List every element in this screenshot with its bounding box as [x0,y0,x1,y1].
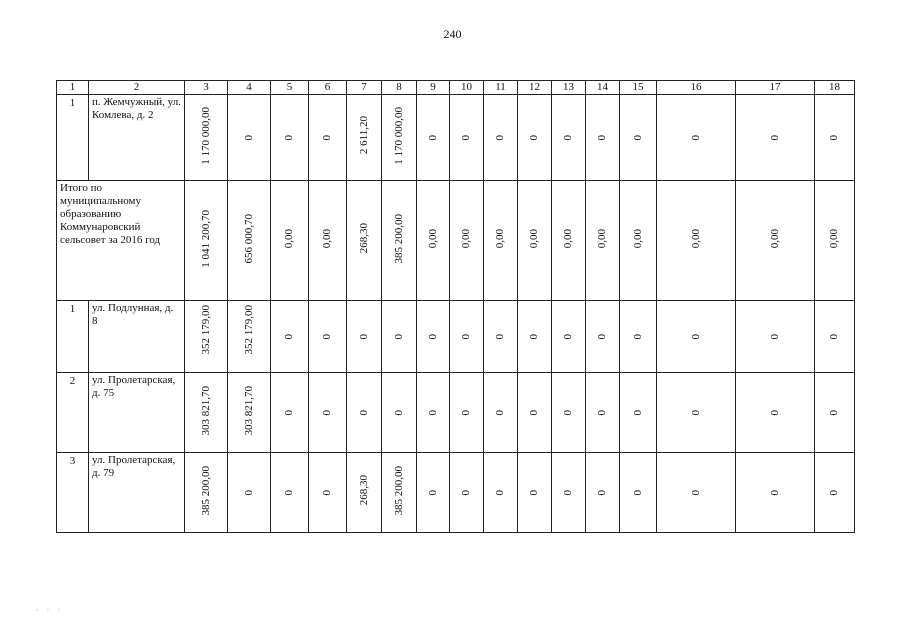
value-text: 0,00 [562,228,574,249]
value-text: 0 [426,333,439,339]
value-cell-col-5 [271,373,309,453]
column-header-18: 18 [815,81,855,95]
value-cell-col-18 [815,181,855,301]
value-text: 0 [283,409,295,415]
value-text: 0 [460,333,472,339]
column-header-14: 14 [586,81,620,95]
value-cell-col-13 [552,181,586,301]
value-cell-col-3 [185,453,228,533]
value-text: 0 [426,409,439,415]
value-cell-col-9 [417,181,450,301]
value-cell-col-17 [736,95,815,181]
column-header-3: 3 [185,81,228,95]
value-text: 0 [689,489,702,495]
value-text: 0 [828,489,840,495]
value-cell-col-4 [228,181,271,301]
value-cell-col-14 [586,373,620,453]
value-cell-col-4 [228,373,271,453]
column-header-12: 12 [518,81,552,95]
table-row [57,301,855,373]
value-cell-col-17 [736,453,815,533]
value-cell-col-9 [417,453,450,533]
value-text: 0 [596,489,608,495]
value-text: 0 [828,134,840,140]
value-text: 0 [392,333,405,339]
value-text: 0 [528,489,540,495]
value-cell-col-18 [815,453,855,533]
value-cell-col-7 [347,181,382,301]
value-text: 385 200,00 [199,465,212,516]
value-cell-col-3 [185,181,228,301]
value-cell-col-10 [450,181,484,301]
value-cell-col-8 [382,373,417,453]
value-text: 0 [321,333,333,339]
column-header-13: 13 [552,81,586,95]
value-text: 0 [494,489,506,495]
value-cell-col-12 [518,373,552,453]
value-cell-col-5 [271,453,309,533]
value-cell-col-3 [185,373,228,453]
value-text: 656 000,70 [242,213,255,264]
page-number: 240 [443,27,462,41]
header-row [57,81,855,95]
value-text: 1 170 000,00 [392,106,405,165]
address-cell: п. Жемчужный, ул. Комлева, д. 2 [89,95,185,181]
value-cell-col-17 [736,373,815,453]
value-text: 0,00 [460,228,472,249]
value-cell-col-16 [657,301,736,373]
value-cell-col-7 [347,95,382,181]
value-cell-col-16 [657,373,736,453]
data-table [56,80,855,533]
value-cell-col-15 [620,453,657,533]
value-text: 0 [596,333,608,339]
column-header-7: 7 [347,81,382,95]
value-cell-col-13 [552,95,586,181]
value-cell-col-15 [620,301,657,373]
value-text: 0 [631,409,644,415]
value-cell-col-13 [552,373,586,453]
value-text: 2 611,20 [357,116,370,155]
value-cell-col-12 [518,453,552,533]
value-text: 0 [828,333,840,339]
value-text: 0 [562,409,574,415]
value-cell-col-8 [382,453,417,533]
value-cell-col-14 [586,181,620,301]
value-cell-col-3 [185,95,228,181]
column-header-4: 4 [228,81,271,95]
value-text: 0 [494,409,506,415]
value-text: 0 [562,489,574,495]
value-cell-col-12 [518,181,552,301]
value-text: 0 [828,409,840,415]
value-cell-col-4 [228,453,271,533]
value-text: 0,00 [494,228,506,249]
value-text: 268,30 [357,223,370,254]
value-cell-col-18 [815,95,855,181]
value-text: 0 [689,134,702,140]
value-text: 303 821,70 [199,385,212,436]
value-cell-col-12 [518,301,552,373]
value-text: 0 [528,333,540,339]
value-cell-col-18 [815,373,855,453]
value-cell-col-9 [417,301,450,373]
column-header-11: 11 [484,81,518,95]
value-text: 0 [321,134,333,140]
value-text: 0 [460,489,472,495]
column-header-16: 16 [657,81,736,95]
value-text: 352 179,00 [242,305,255,355]
value-cell-col-16 [657,453,736,533]
value-text: 0,00 [689,228,702,249]
value-text: 0 [321,489,333,495]
value-text: 1 041 200,70 [199,209,212,268]
value-text: 0,00 [426,228,439,249]
value-cell-col-16 [657,181,736,301]
value-cell-col-8 [382,95,417,181]
table-row [57,181,855,301]
column-header-6: 6 [309,81,347,95]
column-header-9: 9 [417,81,450,95]
value-text: 0 [631,489,644,495]
value-cell-col-15 [620,373,657,453]
value-text: 0 [631,333,644,339]
value-cell-col-5 [271,301,309,373]
value-text: 352 179,00 [199,305,212,355]
value-cell-col-4 [228,95,271,181]
column-header-1: 1 [57,81,89,95]
value-cell-col-4 [228,301,271,373]
value-text: 385 200,00 [392,465,405,516]
value-cell-col-13 [552,453,586,533]
row-number: 1 [57,95,89,181]
value-text: 0,00 [631,228,644,249]
value-cell-col-10 [450,301,484,373]
value-text: 0,00 [528,228,540,249]
value-text: 0 [562,333,574,339]
table-row [57,95,855,181]
value-text: 0,00 [596,228,608,249]
value-text: 0 [528,409,540,415]
value-cell-col-10 [450,453,484,533]
value-cell-col-10 [450,95,484,181]
value-cell-col-16 [657,95,736,181]
value-cell-col-15 [620,95,657,181]
value-text: 0 [321,409,333,415]
value-cell-col-6 [309,373,347,453]
value-text: 385 200,00 [392,213,405,264]
value-text: 0 [631,134,644,140]
value-cell-col-5 [271,95,309,181]
column-header-8: 8 [382,81,417,95]
value-text: 0,00 [828,228,840,249]
scan-marks: · · · [36,606,63,615]
value-cell-col-5 [271,181,309,301]
value-text: 0 [768,134,781,140]
value-text: 0 [357,333,370,339]
value-text: 0,00 [321,228,333,249]
value-text: 1 170 000,00 [199,106,212,165]
value-cell-col-9 [417,373,450,453]
value-text: 303 821,70 [242,385,255,436]
value-cell-col-11 [484,181,518,301]
value-text: 0 [768,333,781,339]
value-cell-col-17 [736,301,815,373]
column-header-2: 2 [89,81,185,95]
row-number: 1 [57,301,89,373]
value-cell-col-12 [518,95,552,181]
column-header-15: 15 [620,81,657,95]
value-text: 0,00 [283,228,295,249]
value-cell-col-6 [309,95,347,181]
table-row [57,373,855,453]
address-cell: ул. Пролетарская, д. 79 [89,453,185,533]
value-cell-col-17 [736,181,815,301]
column-header-10: 10 [450,81,484,95]
value-cell-col-8 [382,301,417,373]
value-cell-col-6 [309,453,347,533]
value-text: 0 [596,409,608,415]
value-text: 0 [494,333,506,339]
value-text: 0 [426,489,439,495]
address-cell: ул. Пролетарская, д. 75 [89,373,185,453]
value-cell-col-11 [484,453,518,533]
value-cell-col-14 [586,95,620,181]
value-text: 0 [460,409,472,415]
value-text: 0 [283,489,295,495]
value-cell-col-14 [586,301,620,373]
value-text: 0 [689,409,702,415]
total-label: Итого по муниципальному образованию Коммунаровский сельсовет за 2016 год [57,181,185,301]
value-cell-col-7 [347,453,382,533]
value-text: 0 [768,489,781,495]
value-cell-col-9 [417,95,450,181]
value-cell-col-10 [450,373,484,453]
value-cell-col-7 [347,373,382,453]
value-text: 0 [768,409,781,415]
value-text: 0 [392,409,405,415]
row-number: 3 [57,453,89,533]
value-text: 0 [562,134,574,140]
value-text: 0 [283,333,295,339]
column-header-17: 17 [736,81,815,95]
value-cell-col-6 [309,181,347,301]
value-cell-col-11 [484,95,518,181]
value-cell-col-7 [347,301,382,373]
value-text: 0 [689,333,702,339]
value-cell-col-14 [586,453,620,533]
value-cell-col-8 [382,181,417,301]
value-text: 0 [596,134,608,140]
value-text: 268,30 [357,475,370,506]
value-text: 0 [357,409,370,415]
value-cell-col-18 [815,301,855,373]
address-cell: ул. Подлунная, д. 8 [89,301,185,373]
row-number: 2 [57,373,89,453]
value-text: 0 [494,134,506,140]
column-header-5: 5 [271,81,309,95]
table-row [57,453,855,533]
value-text: 0,00 [768,228,781,249]
value-text: 0 [426,134,439,140]
value-cell-col-6 [309,301,347,373]
value-text: 0 [242,134,255,140]
value-cell-col-11 [484,373,518,453]
value-cell-col-15 [620,181,657,301]
value-cell-col-3 [185,301,228,373]
value-text: 0 [460,134,472,140]
value-text: 0 [528,134,540,140]
value-text: 0 [242,489,255,495]
value-cell-col-11 [484,301,518,373]
value-cell-col-13 [552,301,586,373]
value-text: 0 [283,134,295,140]
